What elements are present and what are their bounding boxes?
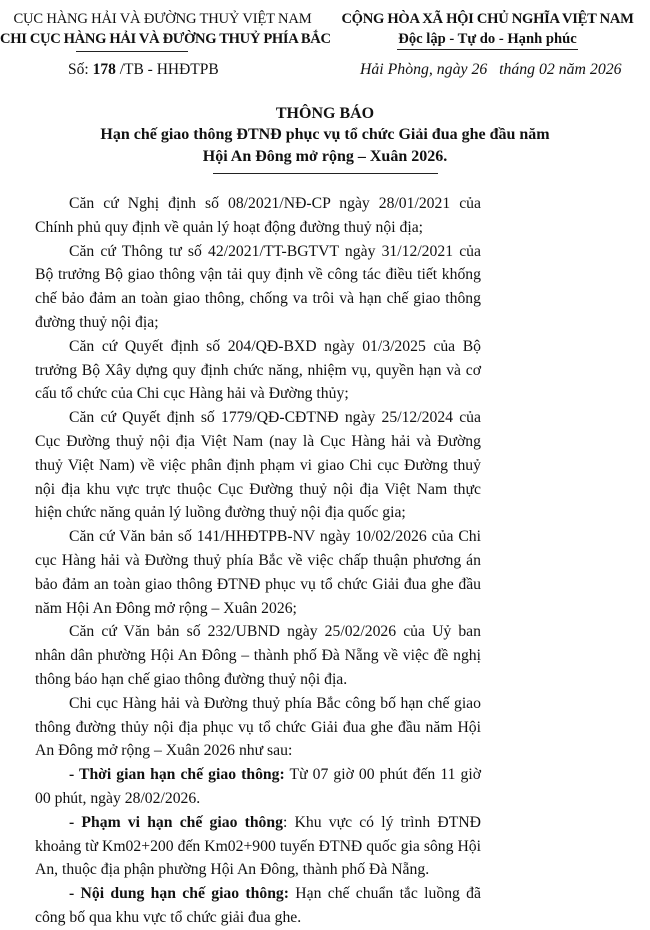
paragraph-text: Chi cục Hàng hải và Đường thuỷ phía Bắc công bố hạn chế giao thông đường thủy nội địa phục vụ tổ chức Giải đua ghe đầu năm Hội An Đông mở rộng – Xuân 2026 như sau:	[35, 694, 481, 760]
paragraph-text: Căn cứ Văn bản số 141/HHĐTPB-NV ngày 10/02/2026 của Chi cục Hàng hải và Đường thuỷ phía Bắc về việc chấp thuận phương án bảo đảm an toàn giao thông ĐTNĐ phục vụ tổ chức Giải đua ghe đầu năm Hội An Đông mở rộng – Xuân 2026;	[35, 528, 481, 617]
body-paragraph	[35, 240, 481, 335]
document-number	[68, 60, 219, 80]
issuing-agency-name: CHI CỤC HÀNG HẢI VÀ ĐƯỜNG THUỶ PHÍA BẮC	[0, 31, 331, 47]
national-header-block	[325, 9, 650, 50]
document-body	[35, 192, 481, 930]
doc-number-suffix: /TB - HHĐTPB	[115, 61, 219, 78]
agency-underline-divider	[76, 51, 188, 52]
body-paragraph	[35, 525, 481, 620]
restriction-content-item	[35, 882, 481, 930]
paragraph-text: : Khu vực có lý trình ĐTNĐ khoảng từ Km02+200 đến Km02+900 tuyến ĐTNĐ quốc gia sông Hội An, thuộc địa phận phường Hội An Đông, thành phố Đà Nẵng.	[35, 813, 481, 879]
body-paragraph	[35, 335, 481, 406]
body-paragraph	[35, 406, 481, 525]
doc-number-value: 178	[92, 61, 116, 78]
parent-agency-name: CỤC HÀNG HẢI VÀ ĐƯỜNG THUỶ VIỆT NAM	[13, 11, 312, 27]
paragraph-lead: - Nội dung hạn chế giao thông:	[69, 885, 289, 903]
paragraph-text: Từ 07 giờ 00 phút đến 11 giờ 00 phút, ngày 28/02/2026.	[35, 766, 481, 807]
restriction-time-item	[35, 763, 481, 811]
body-paragraph	[35, 692, 481, 763]
issuing-agency-block	[0, 9, 331, 49]
paragraph-text: Căn cứ Quyết định số 204/QĐ-BXD ngày 01/3/2025 của Bộ trưởng Bộ Xây dựng quy định chức năng, nhiệm vụ, quyền hạn và cơ cấu tổ chức của Chi cục Hàng hải và Đường thủy;	[35, 337, 481, 403]
paragraph-text: Căn cứ Quyết định số 1779/QĐ-CĐTNĐ ngày 25/12/2024 của Cục Đường thuỷ nội địa Việt Nam (nay là Cục Hàng hải và Đường thuỷ Việt Nam) về việc phân định phạm vi giao Chi cục Đường thuỷ nội địa khu vực trực thuộc Cục Đường thuỷ nội địa Việt Nam thực hiện chức năng quản lý luồng đường thuỷ nội địa quốc gia;	[35, 409, 481, 522]
place-and-date	[360, 60, 622, 80]
paragraph-lead: - Phạm vi hạn chế giao thông	[69, 813, 283, 831]
subtitle-line-2: Hội An Đông mở rộng – Xuân 2026.	[202, 148, 448, 165]
paragraph-lead: - Thời gian hạn chế giao thông:	[69, 766, 285, 784]
subtitle-line-1: Hạn chế giao thông ĐTNĐ phục vụ tổ chức Giải đua ghe đầu năm	[100, 126, 550, 143]
paragraph-text: Hạn chế chuẩn tắc luồng đã công bố qua khu vực tổ chức giải đua ghe.	[35, 885, 481, 926]
paragraph-text: Căn cứ Thông tư số 42/2021/TT-BGTVT ngày 31/12/2021 của Bộ trưởng Bộ giao thông vận tải quy định về công tác điều tiết khống chế bảo đảm an toàn giao thông, chống va trôi và hạn chế giao thông đường thuỷ nội địa;	[35, 242, 481, 331]
document-subtitle	[0, 124, 650, 168]
national-motto: Độc lập - Tự do - Hạnh phúc	[397, 29, 577, 50]
title-underline-divider	[213, 173, 438, 174]
paragraph-text: Căn cứ Nghị định số 08/2021/NĐ-CP ngày 28/01/2021 của Chính phủ quy định về quản lý hoạt động đường thuỷ nội địa;	[35, 195, 481, 236]
body-paragraph	[35, 620, 481, 691]
body-paragraph	[35, 192, 481, 240]
paragraph-text: Căn cứ Văn bản số 232/UBND ngày 25/02/2026 của Uỷ ban nhân dân phường Hội An Đông – thành phố Đà Nẵng về việc đề nghị thông báo hạn chế giao thông đường thuỷ nội địa.	[35, 623, 481, 688]
nation-name: CỘNG HÒA XÃ HỘI CHỦ NGHĨA VIỆT NAM	[341, 11, 634, 27]
document-title: THÔNG BÁO	[275, 105, 375, 122]
doc-number-prefix: Số:	[68, 61, 93, 78]
place-date-text: Hải Phòng, ngày 26 tháng 02 năm 2026	[360, 61, 622, 78]
restriction-scope-item	[35, 811, 481, 882]
